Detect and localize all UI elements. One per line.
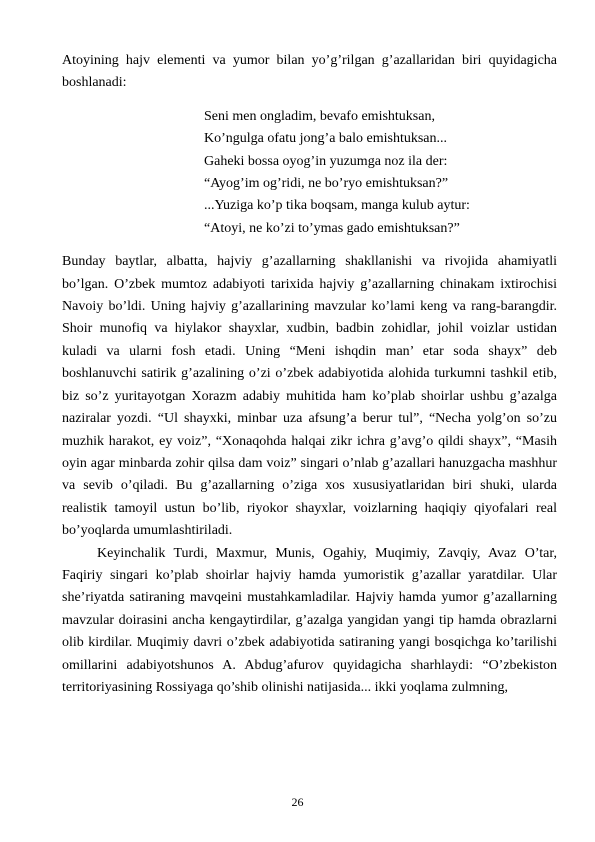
poem-line: Ko’ngulga ofatu jong’a balo emishtuksan...: [204, 131, 448, 147]
poem-line: ...Yuziga ko’p tika boqsam, manga kulub aytur:: [204, 198, 470, 214]
poem-block: [204, 106, 557, 240]
poem-line: “Atoyi, ne ko’zi to’ymas gado emishtuksan?”: [204, 220, 460, 236]
body-paragraph-2: Keyinchalik Turdi, Maxmur, Munis, Ogahiy, Muqimiy, Zavqiy, Avaz O’tar, Faqiriy singari ko’plab shoirlar hajviy hamda yumoristik g’azallar yaratdilar. Ular she’riyatda satiraning mavqeini mustahkamladilar. Hajviy hamda yumor g’azallarning mavzular doirasini ancha kengaytirdilar, g’azalga yangidan yangi tip hamda obrazlarni olib kirdilar. Muqimiy davri o’zbek adabiyotida satiraning yangi bosqichga ko’tarilishi omillarini adabiyotshunos A. Abdug’afurov quyidagicha sharhlaydi: “O’zbekiston territoriyasining Rossiyaga qo’shib olinishi natijasida... ikki yoqlama zulmning,: [62, 545, 557, 695]
body-paragraph-1: Bunday baytlar, albatta, hajviy g’azallarning shakllanishi va rivojida ahamiyatli bo’lgan. O’zbek mumtoz adabiyoti tarixida hajviy g’azallarning chinakam ixtirochisi Navoiy bo’ldi. Uning hajviy g’azallarining mavzular ko’lami keng va rang-barangdir. Shoir munofiq va hiylakor shayxlar, xudbin, badbin zohidlar, johil voizlar ustidan kuladi va ularni fosh etadi. Uning “Meni ishqdin man’ etar soda shayx” deb boshlanuvchi satirik g’azalining o’zi o’zbek adabiyotida alohida turkumni tashkil etib, biz so’z yuritayotgan Xorazm adabiy muhitida ham ko’plab shoirlar ushbu g’azalga naziralar yozdi. “Ul shayxki, minbar uza afsung’a berur tul”, “Necha yolg’on so’zu muzhik harakot, ey voiz”, “Xonaqohda halqai zikr ichra g’avg’o qildi shayx”, “Masih oyin agar minbarda zohir qilsa dam voiz” singari o’nlab g’azallari hanuzgacha mashhur va sevib o’qiladi. Bu g’azallarning o’ziga xos xususiyatlaridan biri shuki, ularda realistik tamoyil ustun bo’lib, riyokor shayxlar, voizlarning haqiqiy qiyofalari real bo’yoqlarda umumlashtiriladi.: [62, 254, 557, 539]
poem-line: “Ayog’im og’ridi, ne bo’ryo emishtuksan?”: [204, 176, 449, 192]
poem-line: Gaheki bossa oyog’in yuzumga noz ila der:: [204, 153, 448, 169]
poem-line: Seni men ongladim, bevafo emishtuksan,: [204, 108, 435, 124]
intro-paragraph: Atoyining hajv elementi va yumor bilan yo’g’rilgan g’azallaridan biri quyidagicha boshlanadi:: [62, 53, 557, 91]
document-page: [62, 50, 557, 699]
page-number: 26: [291, 795, 304, 809]
